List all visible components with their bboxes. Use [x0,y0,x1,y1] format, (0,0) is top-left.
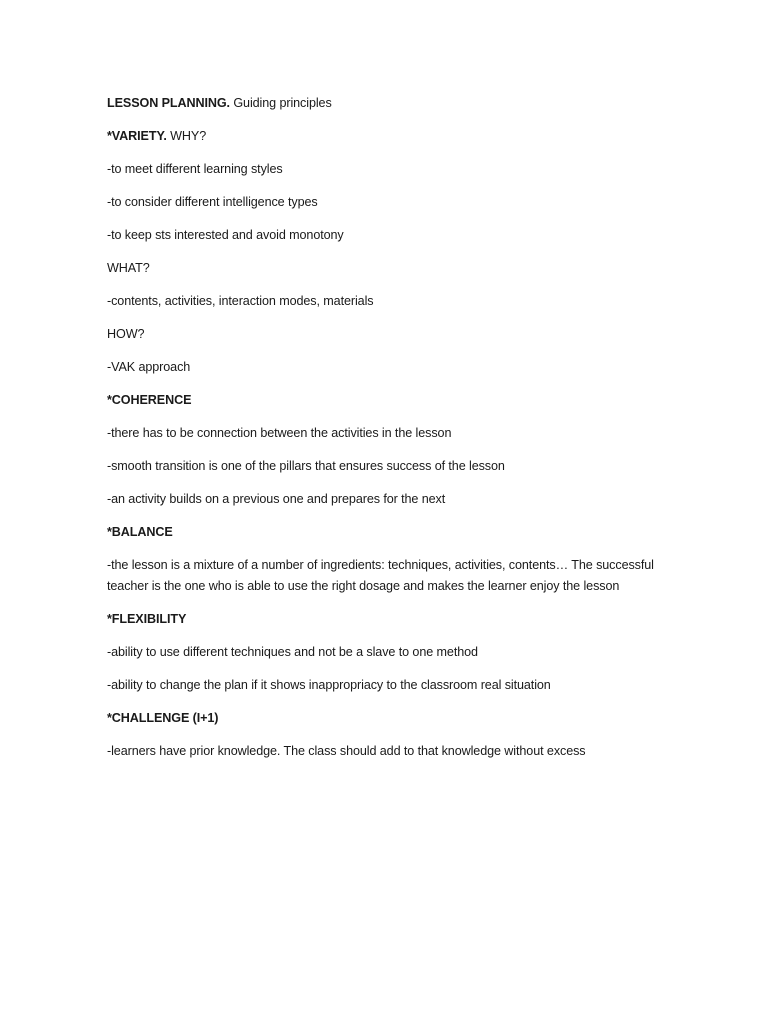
title-subtitle: Guiding principles [229,96,332,110]
coherence-item-3: -an activity builds on a previous one and prepares for the next [107,492,446,506]
coherence-item-1: -there has to be connection between the activities in the lesson [107,426,452,440]
challenge-heading: *CHALLENGE (I+1) [107,711,219,725]
variety-why-item-1: -to meet different learning styles [107,162,283,176]
flexibility-item-1: -ability to use different techniques and not be a slave to one method [107,645,478,659]
variety-how-label: HOW? [107,327,145,341]
variety-heading-label: *VARIETY. [107,129,167,143]
variety-what-item: -contents, activities, interaction modes, materials [107,294,374,308]
variety-heading [107,126,668,147]
document-title [107,93,668,114]
variety-why-item-2: -to consider different intelligence types [107,195,318,209]
variety-why-item-3: -to keep sts interested and avoid monotony [107,228,344,242]
variety-what-label: WHAT? [107,261,150,275]
flexibility-item-2: -ability to change the plan if it shows inappropriacy to the classroom real situation [107,678,551,692]
challenge-item: -learners have prior knowledge. The class should add to that knowledge without excess [107,744,586,758]
variety-why-label: WHY? [166,129,207,143]
balance-item: -the lesson is a mixture of a number of ingredients: techniques, activities, contents… The successful teacher is the one who is able to use the right dosage and makes the learner enjoy the lesson [107,558,658,593]
balance-heading: *BALANCE [107,525,173,539]
variety-how-item: -VAK approach [107,360,191,374]
flexibility-heading: *FLEXIBILITY [107,612,187,626]
title-main: LESSON PLANNING. [107,96,230,110]
coherence-heading: *COHERENCE [107,393,192,407]
coherence-item-2: -smooth transition is one of the pillars that ensures success of the lesson [107,459,505,473]
